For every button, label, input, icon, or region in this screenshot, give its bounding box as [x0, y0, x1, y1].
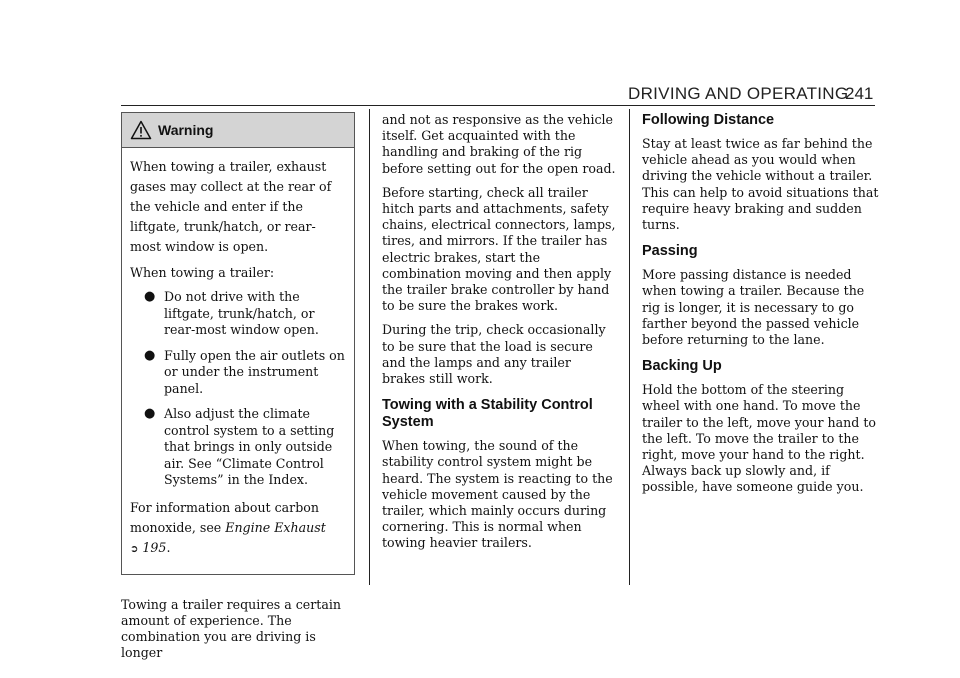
column-1 [121, 112, 355, 669]
warning-list-item: ● Do not drive with the liftgate, trunk/hatch, or rear-most window open. [144, 289, 319, 337]
page-reference[interactable]: 195 [142, 539, 167, 555]
paragraph: When towing, the sound of the stability control system might be heard. The system is reacting to the vehicle movement caused by the trailer, which mainly occurs during cornering. This is normal when towing heavier trailers. [382, 438, 613, 551]
paragraph: Before starting, check all trailer hitch parts and attachments, safety chains, electrical connectors, lamps, tires, and mirrors. If the trailer has electric brakes, start the combination moving and then apply the trailer brake controller by hand to be sure the brakes work. [382, 184, 616, 314]
section-title: DRIVING AND OPERATING [628, 84, 849, 103]
warning-lead: When towing a trailer: [130, 265, 275, 280]
paragraph: Stay at least twice as far behind the vehicle ahead as you would when driving the vehicle without a trailer. This can help to avoid situations that require heavy braking and sudden turns. [642, 136, 879, 233]
heading-following-distance: Following Distance [642, 112, 775, 128]
warning-box [121, 112, 355, 575]
heading-stability-control: Towing with a Stability Control System [382, 397, 593, 431]
warning-intro: When towing a trailer, exhaust gases may collect at the rear of the vehicle and enter if the liftgate, trunk/hatch, or rear-most window is open. [130, 159, 332, 254]
paragraph: More passing distance is needed when towing a trailer. Because the rig is longer, it is necessary to go farther beyond the passed vehicle before returning to the lane. [642, 267, 865, 348]
warning-body [122, 148, 354, 574]
bullet-icon: ● [144, 347, 156, 363]
engine-exhaust-link[interactable]: Engine Exhaust [225, 519, 326, 535]
heading-passing: Passing [642, 243, 698, 260]
warning-header [122, 113, 354, 148]
bullet-icon: ● [144, 406, 156, 421]
warning-triangle-icon [130, 120, 152, 140]
warning-list [130, 289, 346, 489]
page-reference-arrow-icon: ➲ [130, 543, 139, 555]
paragraph: and not as responsive as the vehicle itself. Get acquainted with the handling and braking of the rig before setting out for the open road. [382, 112, 616, 176]
column-divider-2 [629, 109, 630, 585]
towing-experience-text: Towing a trailer requires a certain amount of experience. The combination you are driving is longer [121, 596, 341, 661]
column-2 [382, 112, 617, 560]
column-divider-1 [369, 109, 370, 585]
warning-list-item: ● Fully open the air outlets on or under the instrument panel. [144, 347, 345, 396]
column-3 [642, 112, 880, 504]
warning-list-item: ● Also adjust the climate control system to a setting that brings in only outside air. See “Climate Control Systems” in the Index. [144, 406, 335, 487]
header-rule [121, 105, 875, 106]
paragraph: During the trip, check occasionally to be sure that the load is secure and the lamps and any trailer brakes still work. [382, 322, 606, 387]
paragraph: Hold the bottom of the steering wheel with one hand. To move the trailer to the left, move your hand to the left. To move the trailer to the right, move your hand to the right. Always back up slowly and, if possible, have someone guide you. [642, 382, 876, 495]
warning-info: For information about carbon monoxide, see Engine Exhaust ➲ 195. [130, 499, 326, 555]
page-number: 241 [845, 84, 874, 103]
bullet-icon: ● [144, 289, 156, 304]
heading-backing-up: Backing Up [642, 358, 722, 375]
warning-title: Warning [158, 121, 214, 138]
